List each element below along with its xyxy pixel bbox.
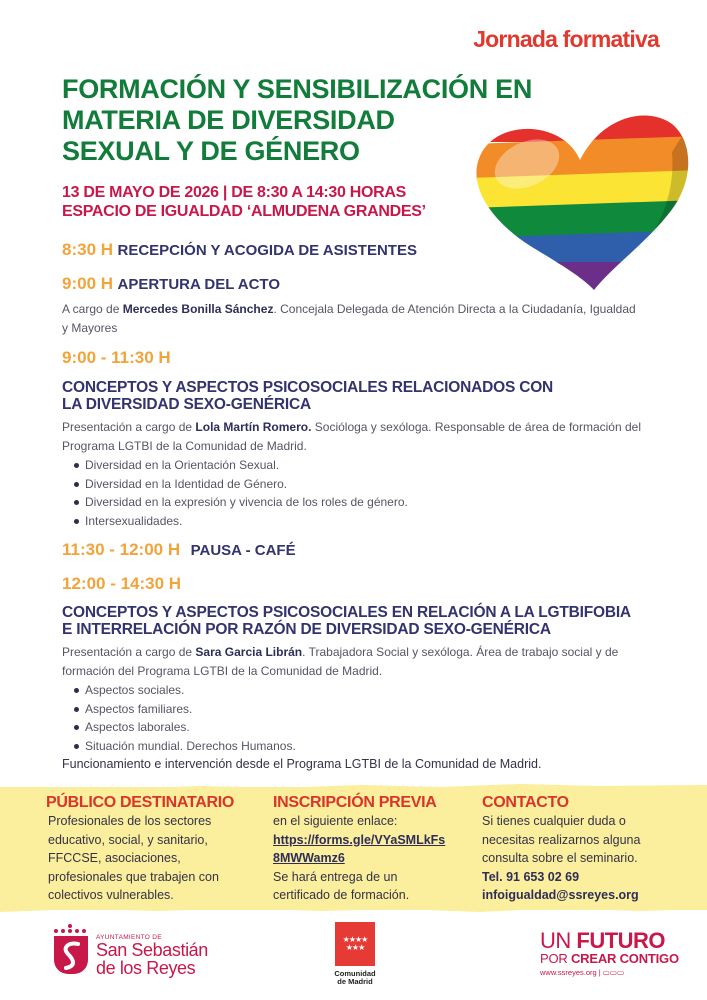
reception-label: RECEPCIÓN Y ACOGIDA DE ASISTENTES — [117, 242, 417, 259]
session-1-title: CONCEPTOS Y ASPECTOS PSICOSOCIALES RELACIONADOS CON LA DIVERSIDAD SEXO-GENÉRICA — [62, 379, 554, 413]
audience-column: PÚBLICO DESTINATARIO Profesionales de los sectores educativo, social, y sanitario, FFCCSE, asociaciones, profesionales que trabajen con colectivos vulnerables. — [46, 793, 261, 905]
opening-time: 9:00 H — [62, 274, 114, 293]
schedule-session-1 — [62, 348, 171, 368]
opening-description: A cargo de Mercedes Bonilla Sánchez. Concejala Delegada de Atención Directa a la Ciudadanía, Igualdad y Mayores — [62, 302, 636, 335]
kicker-jornada-formativa: Jornada formativa — [473, 26, 659, 52]
opening-label: APERTURA DEL ACTO — [117, 276, 280, 293]
contact-email[interactable]: infoigualdad@ssreyes.org — [482, 888, 639, 902]
session-2-speaker: Sara Garcia Librán — [195, 645, 303, 659]
logo-comunidad-de-madrid: ★★★★ ★★★ Comunidad de Madrid — [330, 922, 380, 990]
opening-speaker: Mercedes Bonilla Sánchez — [122, 302, 274, 316]
registration-link[interactable]: https://forms.gle/VYaSMLkFs 8MWWamz6 — [273, 832, 446, 865]
contact-phone[interactable]: Tel. 91 653 02 69 — [482, 869, 580, 884]
list-item: Aspectos laborales. — [72, 718, 296, 737]
break-time: 11:30 - 12:00 H — [62, 540, 181, 559]
session-2-title: CONCEPTOS Y ASPECTOS PSICOSOCIALES EN RELACIÓN A LA LGTBIFOBIA E INTERRELACIÓN POR RAZÓN DE DIVERSIDAD SEXO-GENÉRICA — [62, 604, 631, 638]
title-line-3: SEXUAL Y DE GÉNERO — [62, 136, 360, 166]
logo-un-futuro-por-crear-contigo: UN FUTURO POR CREAR CONTIGO www.ssreyes.org | ▭▭▭ — [540, 928, 679, 977]
list-item: Diversidad en la Orientación Sexual. — [72, 456, 408, 475]
session-1-time: 9:00 - 11:30 H — [62, 348, 171, 367]
event-date: 13 DE MAYO DE 2026 | DE 8:30 A 14:30 HORAS — [62, 184, 407, 201]
break-label: PAUSA - CAFÉ — [190, 542, 296, 559]
schedule-opening — [62, 274, 280, 294]
list-item: Intersexualidades. — [72, 512, 408, 531]
session-2-time: 12:00 - 14:30 H — [62, 574, 182, 593]
title-line-2: MATERIA DE DIVERSIDAD — [62, 105, 395, 135]
shield-icon — [54, 936, 88, 974]
reception-time: 8:30 H — [62, 240, 114, 259]
list-item: Diversidad en la expresión y vivencia de los roles de género. — [72, 493, 408, 512]
schedule-reception — [62, 240, 417, 260]
event-venue: ESPACIO DE IGUALDAD ‘ALMUDENA GRANDES’ — [62, 203, 426, 220]
list-item: Aspectos familiares. — [72, 700, 296, 719]
session-2-description: Presentación a cargo de Sara Garcia Librán. Trabajadora Social y sexóloga. Área de trabajo social y de formación del Programa LGTBI de la Comunidad de Madrid. — [62, 645, 619, 678]
registration-heading: INSCRIPCIÓN PREVIA — [273, 794, 437, 811]
session-2-topics — [72, 681, 296, 755]
audience-heading: PÚBLICO DESTINATARIO — [46, 794, 235, 811]
list-item: Diversidad en la Identidad de Género. — [72, 475, 408, 494]
band-bottom-edge — [0, 903, 707, 917]
event-info — [62, 183, 426, 221]
session-1-description: Presentación a cargo de Lola Martín Romero. Socióloga y sexóloga. Responsable de área de formación del Programa LGTBI de la Comunidad de Madrid. — [62, 420, 641, 453]
schedule-break — [62, 540, 296, 560]
contact-column: CONTACTO Si tienes cualquier duda o necesitas realizarnos alguna consulta sobre el seminario. Tel. 91 653 02 69 infoigualdad@ssreyes.org — [482, 793, 682, 905]
website-link[interactable]: www.ssreyes.org | ▭▭▭ — [540, 968, 625, 977]
contact-heading: CONTACTO — [482, 794, 569, 811]
session-1-topics — [72, 456, 408, 530]
page-title — [62, 74, 533, 167]
schedule-session-2 — [62, 574, 181, 594]
logo-san-sebastian-de-los-reyes: AYUNTAMIENTO DE San Sebastián de los Reyes — [52, 922, 212, 980]
list-item: Aspectos sociales. — [72, 681, 296, 700]
rainbow-heart-icon — [472, 112, 697, 292]
session-1-speaker: Lola Martín Romero. — [195, 420, 312, 434]
title-line-1: FORMACIÓN Y SENSIBILIZACIÓN EN — [62, 74, 533, 104]
session-2-closing: Funcionamiento e intervención desde el Programa LGTBI de la Comunidad de Madrid. — [62, 757, 542, 771]
stars-icon: ★★★★ ★★★ — [335, 922, 375, 966]
crown-dots-icon — [52, 924, 92, 934]
list-item: Situación mundial. Derechos Humanos. — [72, 737, 296, 756]
registration-column: INSCRIPCIÓN PREVIA en el siguiente enlace: https://forms.gle/VYaSMLkFs 8MWWamz6 Se hará entrega de un certificado de formación. — [273, 793, 473, 905]
